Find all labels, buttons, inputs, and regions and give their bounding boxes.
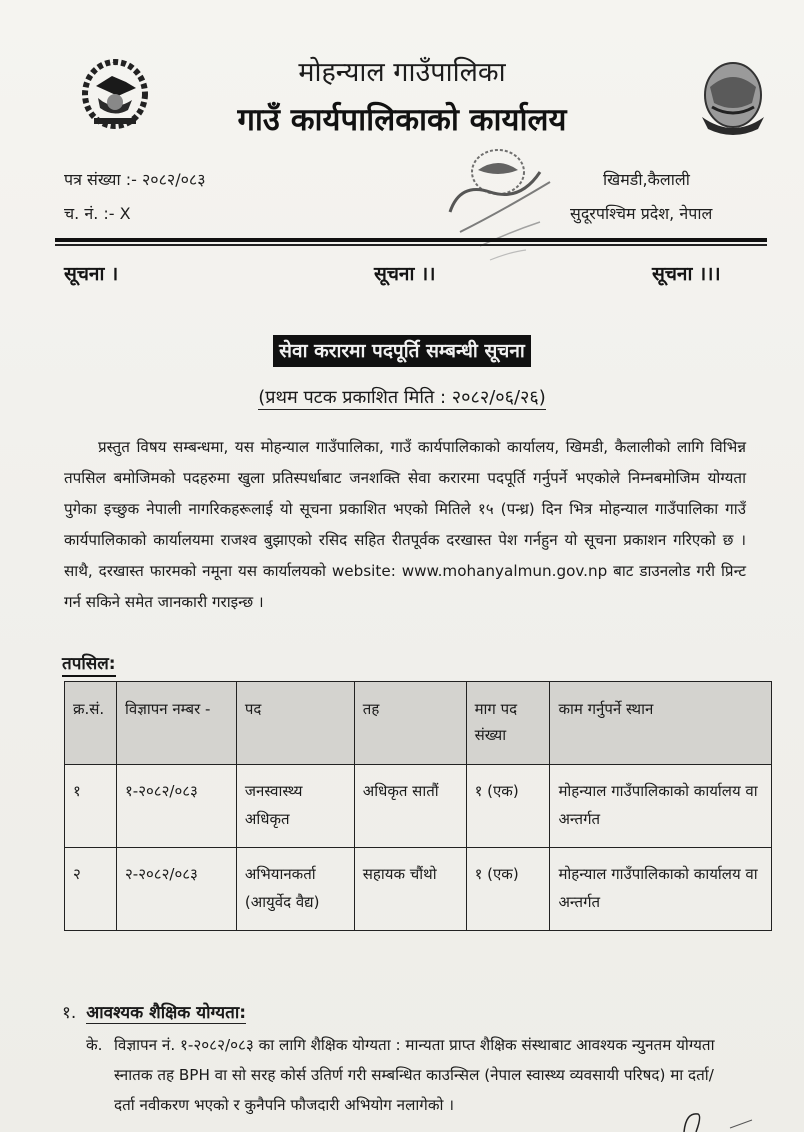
notice-label-1: सूचना । [64, 263, 119, 285]
office-stamp-icon [440, 142, 560, 272]
cell-level: अधिकृत सातौं [354, 765, 466, 848]
item-text: विज्ञापन नं. १-२०८२/०८३ का लागि शैक्षिक योग्यता : मान्यता प्राप्त शैक्षिक संस्थाबाट आवश्यक न्युनतम योग्यता स्नातक तह BPH वा सो सरह कोर्स उतिर्ण गरी सम्बन्धित काउन्सिल (नेपाल स्वास्थ्य व्यवसायी परिषद) मा दर्ता/दर्ता नवीकरण भएको र कुनैपनि फौजदारी अभियोग नलागेको । [114, 1036, 715, 1114]
table-header-row [65, 682, 772, 765]
cell-serial: २ [65, 848, 117, 931]
publication-date: (प्रथम पटक प्रकाशित मिति : २०८२/०६/२६) [258, 387, 546, 408]
cell-post: जनस्वास्थ्य अधिकृत [236, 765, 354, 848]
address-line-2: सुदूरपश्चिम प्रदेश, नेपाल [570, 204, 713, 223]
body-paragraph-container [64, 432, 746, 618]
signature-mark-icon [680, 1108, 760, 1132]
cell-post: अभियानकर्ता (आयुर्वेद वैद्य) [236, 848, 354, 931]
table-title: तपसिल: [62, 651, 116, 677]
dispatch-number: च. नं. :- X [64, 204, 131, 223]
section-1-heading [62, 1000, 246, 1023]
header-serial: क्र.सं. [65, 682, 117, 765]
vacancy-table [64, 681, 772, 931]
header-ad-number: विज्ञापन नम्बर - [116, 682, 236, 765]
table-row [65, 765, 772, 848]
cell-demand-count: १ (एक) [466, 765, 550, 848]
section-1-item [86, 1030, 726, 1120]
office-name: गाउँ कार्यपालिकाको कार्यालय [237, 102, 567, 138]
cell-work-location: मोहन्याल गाउँपालिकाको कार्यालय वा अन्तर्गत [550, 848, 772, 931]
item-label: के. [86, 1036, 103, 1054]
cell-ad-number: २-२०८२/०८३ [116, 848, 236, 931]
subject-title: सेवा करारमा पदपूर्ति सम्बन्धी सूचना [273, 335, 531, 367]
publication-date-container [0, 385, 804, 409]
header-rule-thick [55, 238, 767, 242]
table-row [65, 848, 772, 931]
notice-label-2: सूचना ।। [374, 263, 436, 285]
section-1-title: आवश्यक शैक्षिक योग्यता: [86, 1003, 247, 1023]
section-1-number: १. [62, 1003, 77, 1023]
cell-ad-number: १-२०८२/०८३ [116, 765, 236, 848]
header-demand-count: माग पद संख्या [466, 682, 550, 765]
cell-serial: १ [65, 765, 117, 848]
address-line-1: खिमडी,कैलाली [603, 170, 690, 189]
municipality-name: मोहन्याल गाउँपालिका [298, 57, 506, 88]
body-paragraph: प्रस्तुत विषय सम्बन्धमा, यस मोहन्याल गाउँपालिका, गाउँ कार्यपालिकाको कार्यालय, खिमडी, कैलालीको लागि विभिन्न तपसिल बमोजिमको पदहरुमा खुला प्रतिस्पर्धाबाट जनशक्ति सेवा करारमा पदपूर्ति गर्नुपर्ने भएकोले निम्नबमोजिम योग्यता पुगेका इच्छुक नेपाली नागरिकहरूलाई यो सूचना प्रकाशित भएको मितिले १५ (पन्ध्र) दिन भित्र मोहन्याल गाउँपालिका गाउँ कार्यपालिकाको कार्यालयमा राजश्व बुझाएको रसिद सहित रीतपूर्वक दरखास्त पेश गर्नहुन यो सूचना प्रकाशन गरिएको छ । साथै, दरखास्त फारमको नमूना यस कार्यालयको website: www.mohanyalmun.gov.np बाट डाउनलोड गरी प्रिन्ट गर्न सकिने समेत जानकारी गराइन्छ । [64, 438, 746, 611]
header-work-location: काम गर्नुपर्ने स्थान [550, 682, 772, 765]
notice-label-3: सूचना ।।। [652, 263, 721, 285]
municipality-seal-icon [696, 57, 770, 137]
cell-work-location: मोहन्याल गाउँपालिकाको कार्यालय वा अन्तर्गत [550, 765, 772, 848]
subject-container [0, 335, 804, 367]
header-rule-thin [55, 244, 767, 246]
header-post: पद [236, 682, 354, 765]
cell-level: सहायक चौंथो [354, 848, 466, 931]
cell-demand-count: १ (एक) [466, 848, 550, 931]
svg-text:✦: ✦ [111, 59, 119, 69]
reference-number: पत्र संख्या :- २०८२/०८३ [64, 170, 206, 189]
header-level: तह [354, 682, 466, 765]
